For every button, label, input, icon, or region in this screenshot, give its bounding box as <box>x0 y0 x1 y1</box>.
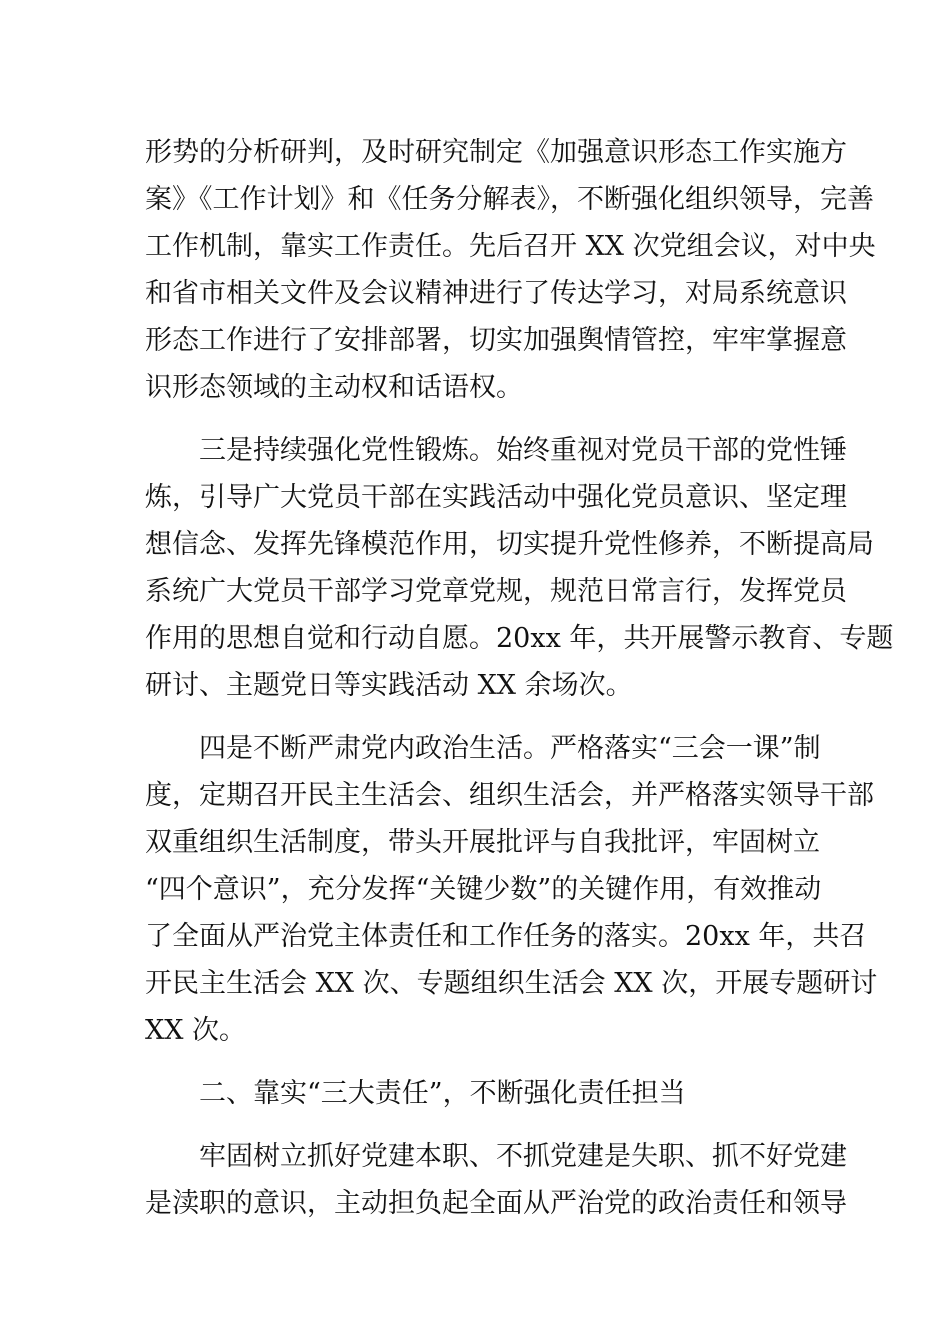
paragraph-line: 和省市相关文件及会议精神进行了传达学习，对局系统意识 <box>145 278 847 309</box>
paragraph-line: 想信念、发挥先锋模范作用，切实提升党性修养，不断提高局 <box>145 529 874 560</box>
paragraph-line: 开民主生活会 XX 次、专题组织生活会 XX 次，开展专题研讨 <box>145 968 878 999</box>
paragraph-line: 识形态领域的主动权和话语权。 <box>145 372 523 403</box>
paragraph-line: 双重组织生活制度，带头开展批评与自我批评，牢固树立 <box>145 827 820 858</box>
paragraph-line: 了全面从严治党主体责任和工作任务的落实。20xx 年，共召 <box>145 921 867 952</box>
paragraph-line: 炼，引导广大党员干部在实践活动中强化党员意识、坚定理 <box>145 482 847 513</box>
paragraph-line: 案》《工作计划》和《任务分解表》，不断强化组织领导，完善 <box>145 184 874 215</box>
paragraph-line: 形势的分析研判，及时研究制定《加强意识形态工作实施方 <box>145 137 847 168</box>
section-heading: 二、靠实“三大责任”，不断强化责任担当 <box>199 1078 686 1109</box>
paragraph-line: “四个意识”，充分发挥“关键少数”的关键作用，有效推动 <box>145 874 822 905</box>
paragraph-line: 是渎职的意识，主动担负起全面从严治党的政治责任和领导 <box>145 1188 847 1219</box>
paragraph-line: 作用的思想自觉和行动自愿。20xx 年，共开展警示教育、专题 <box>145 623 894 654</box>
paragraph-line: 研讨、主题党日等实践活动 XX 余场次。 <box>145 670 633 701</box>
paragraph-line: 工作机制，靠实工作责任。先后召开 XX 次党组会议，对中央 <box>145 231 876 262</box>
paragraph-line: 度，定期召开民主生活会、组织生活会，并严格落实领导干部 <box>145 780 874 811</box>
paragraph-first-line: 三是持续强化党性锻炼。始终重视对党员干部的党性锤 <box>199 435 847 466</box>
paragraph-first-line: 四是不断严肃党内政治生活。严格落实“三会一课”制 <box>199 733 821 764</box>
paragraph-line: 系统广大党员干部学习党章党规，规范日常言行，发挥党员 <box>145 576 847 607</box>
paragraph-line: 形态工作进行了安排部署，切实加强舆情管控，牢牢掌握意 <box>145 325 847 356</box>
paragraph-first-line: 牢固树立抓好党建本职、不抓党建是失职、抓不好党建 <box>199 1141 847 1172</box>
paragraph-line: XX 次。 <box>145 1015 247 1046</box>
